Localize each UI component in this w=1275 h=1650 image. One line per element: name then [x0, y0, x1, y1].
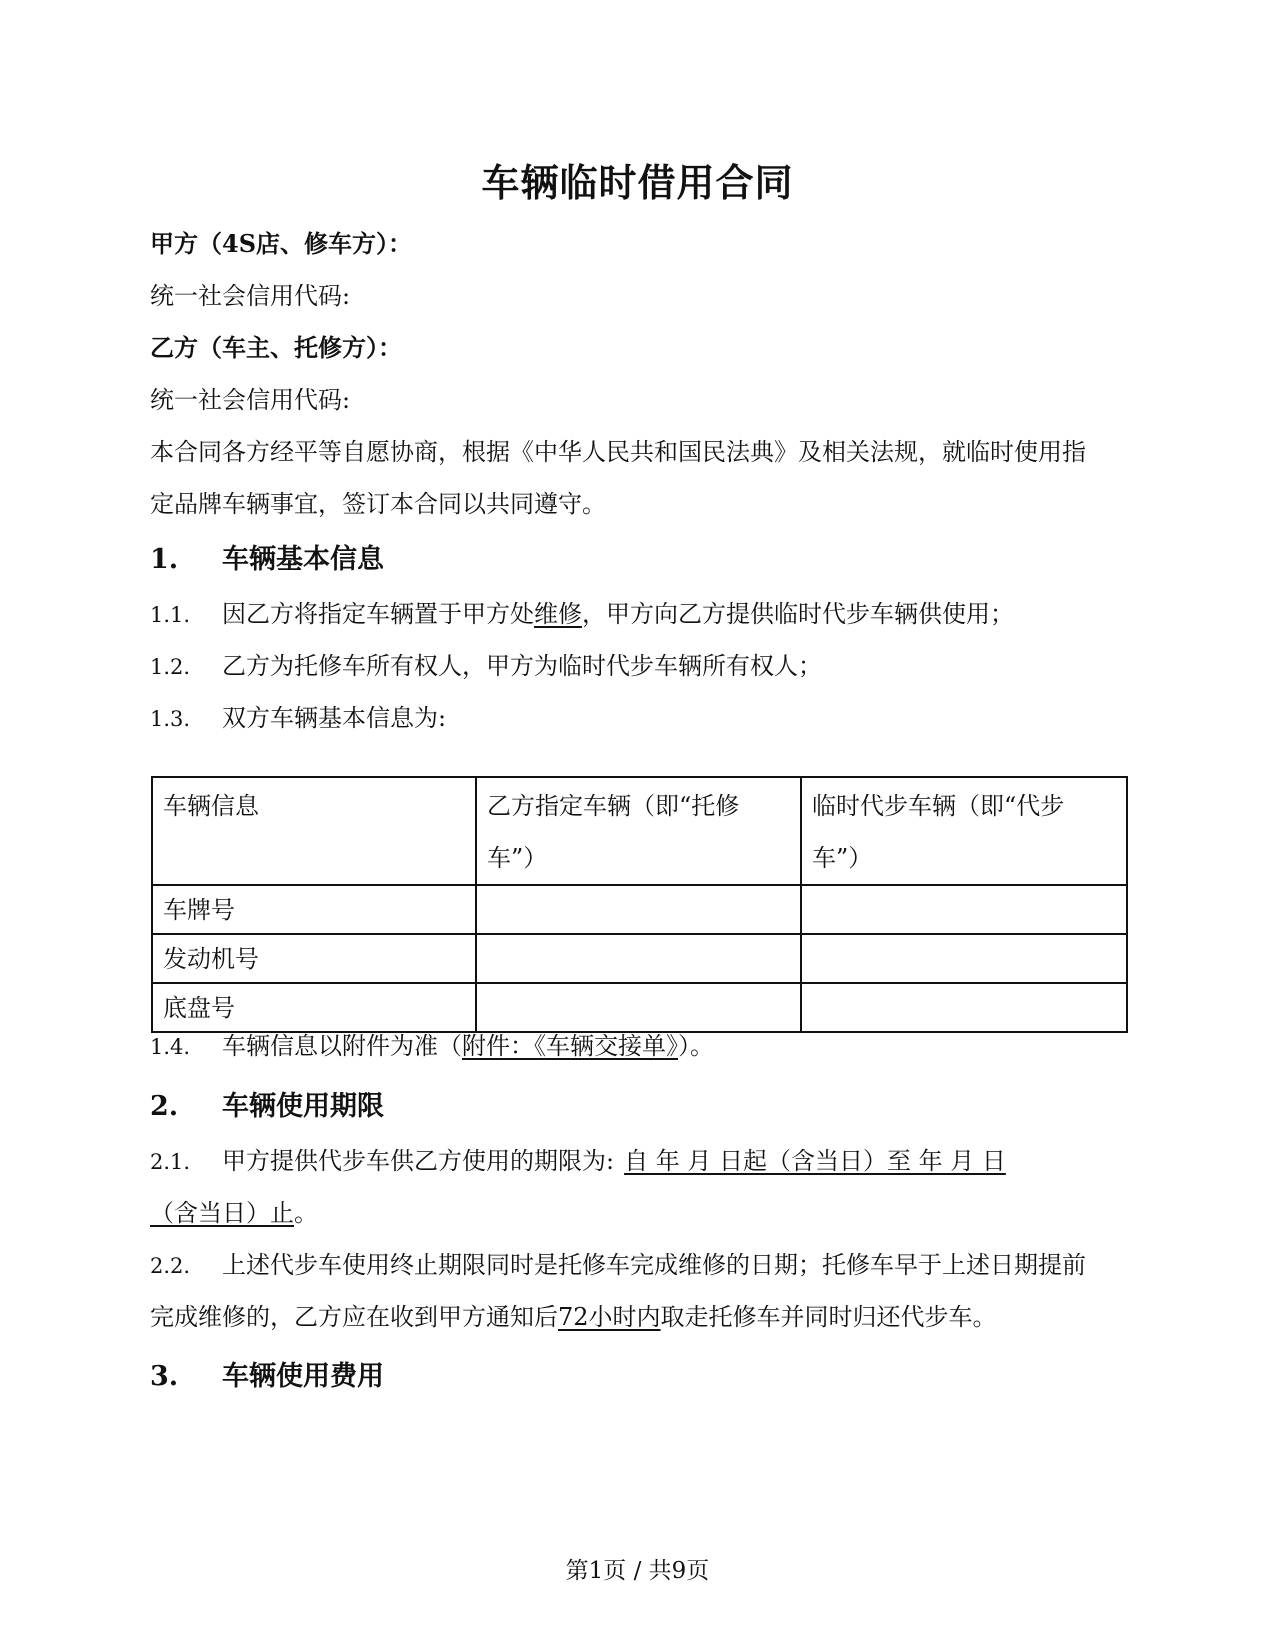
clause-2-2	[150, 1245, 1086, 1280]
underlined-text: （含当日）止	[150, 1199, 294, 1227]
clause-1-2	[150, 646, 822, 681]
section-1-number: 1.	[150, 544, 179, 575]
table-row	[152, 934, 1127, 983]
party-a-credit-code: 统一社会信用代码:	[150, 282, 351, 310]
section-3-heading	[150, 1354, 384, 1393]
table-header-cell	[801, 777, 1127, 885]
party-b-label: 乙方（车主、托修方）：	[150, 333, 402, 362]
table-cell	[801, 885, 1127, 934]
section-1-title: 车辆基本信息	[222, 544, 384, 575]
party-b-credit-code: 统一社会信用代码:	[150, 386, 351, 414]
header-line: 乙方指定车辆（即“托修	[487, 792, 740, 820]
clause-2-2-continued	[150, 1297, 997, 1332]
header-line: 车”）	[487, 844, 548, 872]
clause-number: 1.1.	[150, 603, 191, 627]
section-3-title: 车辆使用费用	[222, 1361, 384, 1392]
clause-number: 2.2.	[150, 1254, 191, 1278]
underlined-text: 附件：《车辆交接单》	[462, 1032, 678, 1060]
party-a-label: 甲方（4S店、修车方）：	[150, 229, 413, 258]
table-cell: 车牌号	[152, 885, 476, 934]
header-line: 临时代步车辆（即“代步	[812, 792, 1065, 820]
clause-1-3	[150, 698, 446, 733]
section-2-title: 车辆使用期限	[222, 1091, 384, 1122]
table-cell: 底盘号	[152, 983, 476, 1032]
clause-text: 取走托修车并同时归还代步车。	[660, 1303, 997, 1331]
clause-2-1-continued	[150, 1193, 318, 1228]
underlined-text: 自 年 月 日起（含当日）至 年 月 日	[624, 1147, 1006, 1175]
clause-2-1	[150, 1141, 1006, 1176]
table-cell: 发动机号	[152, 934, 476, 983]
section-1-heading	[150, 537, 384, 576]
table-row	[152, 983, 1127, 1032]
clause-text: 双方车辆基本信息为:	[222, 704, 447, 732]
document-title: 车辆临时借用合同	[481, 160, 794, 205]
clause-number: 2.1.	[150, 1150, 191, 1174]
page-footer: 第1页 / 共9页	[565, 1558, 710, 1584]
clause-text: 因乙方将指定车辆置于甲方处	[222, 600, 534, 628]
underlined-text: 维修	[534, 600, 582, 628]
clause-number: 1.3.	[150, 707, 191, 731]
header-line: 车”）	[812, 844, 873, 872]
clause-number: 1.4.	[150, 1035, 191, 1059]
clause-text: ，甲方向乙方提供临时代步车辆供使用；	[582, 600, 1014, 628]
clause-1-4	[150, 1026, 714, 1061]
clause-text: 。	[294, 1199, 318, 1227]
vehicle-info-table	[151, 776, 1128, 1033]
table-header-cell	[476, 777, 801, 885]
clause-number: 1.2.	[150, 655, 191, 679]
section-2-number: 2.	[150, 1091, 179, 1122]
intro-line-2: 定品牌车辆事宜，签订本合同以共同遵守。	[150, 490, 606, 518]
table-cell	[476, 983, 801, 1032]
table-cell	[801, 934, 1127, 983]
table-cell	[476, 934, 801, 983]
table-row	[152, 885, 1127, 934]
clause-text: 完成维修的，乙方应在收到甲方通知后	[150, 1303, 558, 1331]
clause-text: 上述代步车使用终止期限同时是托修车完成维修的日期；托修车早于上述日期提前	[222, 1251, 1086, 1279]
section-2-heading	[150, 1084, 384, 1123]
table-cell	[476, 885, 801, 934]
section-3-number: 3.	[150, 1361, 179, 1392]
clause-text: ）。	[678, 1032, 714, 1060]
table-header-cell: 车辆信息	[152, 777, 476, 885]
clause-text: 甲方提供代步车供乙方使用的期限为:	[222, 1147, 615, 1175]
clause-1-1	[150, 594, 1014, 629]
underlined-text: 72小时内	[558, 1303, 661, 1331]
intro-line-1: 本合同各方经平等自愿协商，根据《中华人民共和国民法典》及相关法规，就临时使用指	[150, 438, 1086, 466]
clause-text: 车辆信息以附件为准（	[222, 1032, 462, 1060]
table-cell	[801, 983, 1127, 1032]
table-header-row	[152, 777, 1127, 885]
clause-text: 乙方为托修车所有权人，甲方为临时代步车辆所有权人；	[222, 652, 822, 680]
